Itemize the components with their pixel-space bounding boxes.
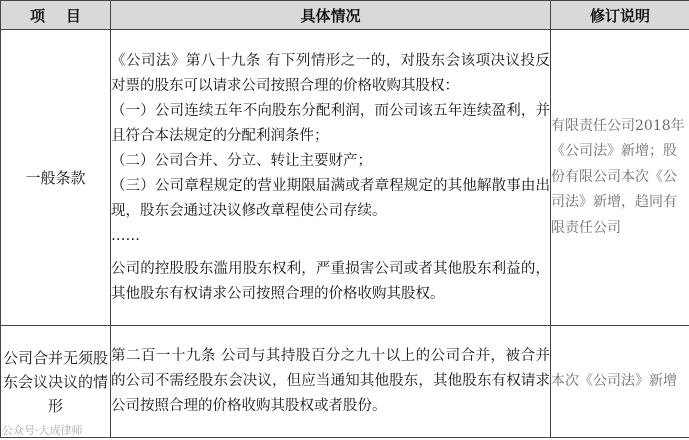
- row-label: 一般条款: [1, 30, 111, 326]
- row-content: [111, 30, 551, 326]
- content-paragraph: 《公司法》第八十九条 有下列情形之一的，对股东会该项决议投反对票的股东可以请求公司按照合理的价格收购其股权：: [111, 52, 550, 94]
- table-row-merger: [1, 326, 689, 438]
- content-paragraph: 第二百一十九条 公司与其持股百分之九十以上的公司合并，被合并的公司不需经股东会决议，但应当通知其他股东，其他股东有权请求公司按照合理的价格收购其股权或者股份。: [111, 348, 550, 414]
- row-note: 有限责任公司2018年《公司法》新增；股份有限公司本次《公司法》新增，趋同有限责任公司: [551, 30, 689, 326]
- header-row: [1, 1, 689, 30]
- content-paragraph: （一）公司连续五年不向股东分配利润，而公司该五年连续盈利，并且符合本法规定的分配利润条件；: [111, 102, 550, 144]
- content-paragraph: 公司的控股股东滥用股东权利，严重损害公司或者其他股东利益的，其他股东有权请求公司按照合理的价格收购其股权。: [111, 260, 550, 302]
- table-row-general: [1, 30, 689, 326]
- watermark: 公众号·大成律师: [2, 424, 83, 437]
- content-paragraph: ……: [111, 227, 140, 244]
- content-paragraph: （三）公司章程规定的营业期限届满或者章程规定的其他解散事由出现，股东会通过决议修改章程使公司存续。: [111, 177, 550, 219]
- row-content: [111, 326, 551, 438]
- row-label: 公司合并无须股东会议决议的情形: [1, 326, 111, 438]
- row-note: 本次《公司法》新增: [551, 326, 689, 438]
- header-item: 项 目: [1, 1, 111, 30]
- content-paragraph: （二）公司合并、分立、转让主要财产；: [111, 152, 372, 169]
- header-note: 修订说明: [551, 1, 689, 30]
- header-detail: 具体情况: [111, 1, 551, 30]
